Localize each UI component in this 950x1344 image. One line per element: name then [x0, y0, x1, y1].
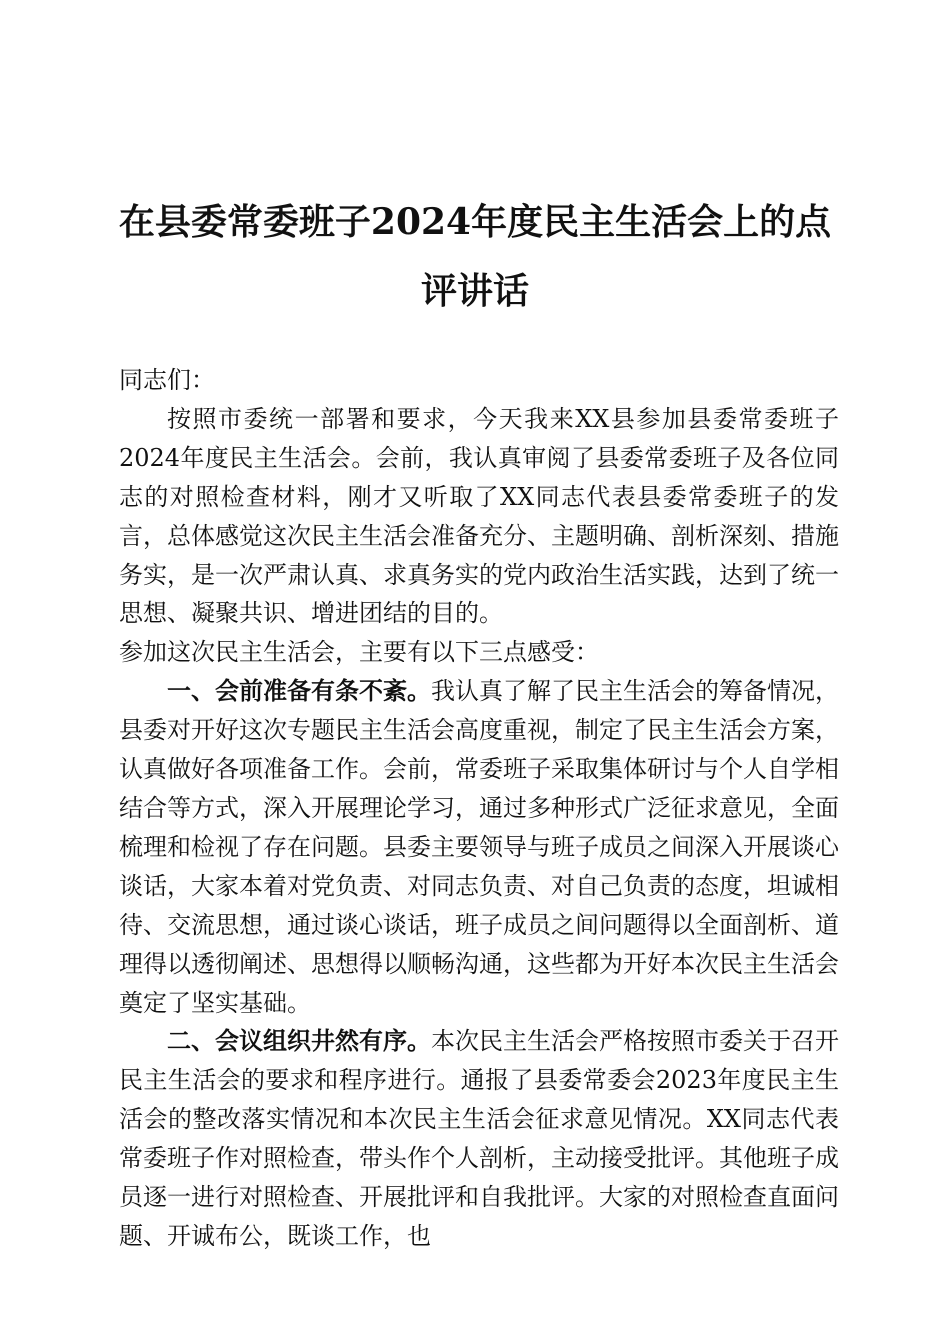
- paragraph-text: 本次民主生活会严格按照市委关于召开民主生活会的要求和程序进行。通报了县委常委会2023年度民主生活会的整改落实情况和本次民主生活会征求意见情况。XX同志代表常委班子作对照检查，带头作个人剖析，主动接受批评。其他班子成员逐一进行对照检查、开展批评和自我批评。大家的对照检查直面问题、开诚布公，既谈工作，也: [119, 1027, 839, 1250]
- paragraph-text: 我认真了解了民主生活会的筹备情况，县委对开好这次专题民主生活会高度重视，制定了民主生活会方案，认真做好各项准备工作。会前，常委班子采取集体研讨与个人自学相结合等方式，深入开展理论学习，通过多种形式广泛征求意见，全面梳理和检视了存在问题。县委主要领导与班子成员之间深入开展谈心谈话，大家本着对党负责、对同志负责、对自己负责的态度，坦诚相待、交流思想，通过谈心谈话，班子成员之间问题得以全面剖析、道理得以透彻阐述、思想得以顺畅沟通，这些都为开好本次民主生活会奠定了坚实基础。: [119, 677, 839, 1017]
- paragraph-lead-in: [119, 633, 839, 672]
- document-body: [119, 361, 839, 1256]
- section-heading: 一、会前准备有条不紊。: [167, 676, 431, 706]
- document-title-line-1: 在县委常委班子2024年度民主生活会上的点: [118, 201, 832, 243]
- document-title-line-2: 评讲话: [420, 270, 529, 312]
- paragraph-point-1: [119, 672, 839, 1022]
- paragraph-point-2: [119, 1022, 839, 1255]
- paragraph-text: 参加这次民主生活会，主要有以下三点感受：: [119, 638, 599, 667]
- paragraph-intro: [119, 400, 839, 633]
- salutation: 同志们：: [119, 366, 215, 394]
- section-heading: 二、会议组织井然有序。: [167, 1026, 431, 1056]
- paragraph-text: 按照市委统一部署和要求，今天我来XX县参加县委常委班子2024年度民主生活会。会前，我认真审阅了县委常委班子及各位同志的对照检查材料，刚才又听取了XX同志代表县委常委班子的发言，总体感觉这次民主生活会准备充分、主题明确、剖析深刻、措施务实，是一次严肃认真、求真务实的党内政治生活实践，达到了统一思想、凝聚共识、增进团结的目的。: [119, 404, 839, 628]
